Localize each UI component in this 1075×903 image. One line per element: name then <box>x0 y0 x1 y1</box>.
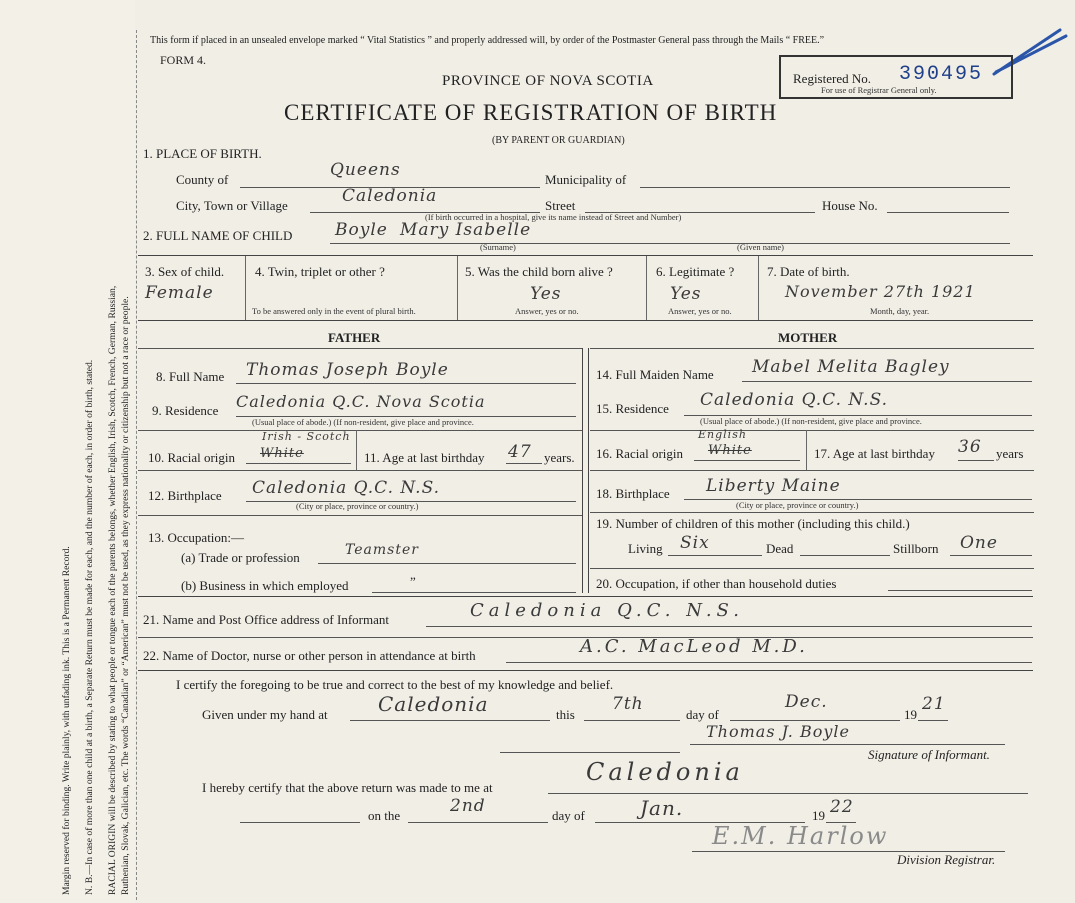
father-business-value: ” <box>410 574 416 589</box>
father-business-line <box>372 592 576 593</box>
dead-line <box>800 555 890 556</box>
father-birthplace-note: (City or place, province or country.) <box>296 501 419 511</box>
stillborn-label: Stillborn <box>893 541 939 556</box>
county-value: Queens <box>330 160 401 180</box>
registrar-note: For use of Registrar General only. <box>821 85 937 95</box>
registrar-year-value: 22 <box>830 797 854 817</box>
alive-note: Answer, yes or no. <box>515 306 579 316</box>
mother-children-label: 19. Number of children of this mother (including this child.) <box>596 516 910 531</box>
mother-birthplace-label: 18. Birthplace <box>596 486 670 501</box>
mother-birthplace-value: Liberty Maine <box>706 476 841 496</box>
postal-notice: This form if placed in an unsealed envelope marked “ Vital Statistics ” and properly addressed will, by order of the Postmaster General pass through the Mails “ FREE.” <box>150 35 825 46</box>
father-business-label: (b) Business in which employed <box>181 578 349 593</box>
parents-divider-b <box>588 348 589 593</box>
registrar-month-value: Jan. <box>640 796 684 820</box>
twin-note: To be answered only in the event of plural birth. <box>252 306 416 316</box>
registrar-signature-label: Division Registrar. <box>897 852 996 867</box>
on-the-label: on the <box>368 808 401 823</box>
father-trade-label: (a) Trade or profession <box>181 550 300 565</box>
mother-rule <box>590 348 1034 349</box>
margin-divider <box>136 30 137 900</box>
mother-birthplace-note: (City or place, province or country.) <box>736 500 859 510</box>
place-of-birth-label: 1. PLACE OF BIRTH. <box>143 146 262 161</box>
mother-age-line <box>958 460 994 461</box>
date-value: November 27th 1921 <box>785 282 976 301</box>
child-name-label: 2. FULL NAME OF CHILD <box>143 228 293 243</box>
registrar-dayof-label: day of <box>552 808 585 823</box>
divider <box>806 430 807 470</box>
mother-name-label: 14. Full Maiden Name <box>596 367 714 382</box>
father-trade-value: Teamster <box>345 542 419 558</box>
child-given-name: Mary Isabelle <box>400 220 532 240</box>
registered-number: 390495 <box>899 63 984 86</box>
mother-name-line <box>742 381 1032 382</box>
mother-residence-label: 15. Residence <box>596 401 669 416</box>
given-month-line <box>730 720 900 721</box>
father-residence-value: Caledonia Q.C. Nova Scotia <box>236 392 486 411</box>
margin-note-2: N. B.—In case of more than one child at a birth, a Separate Return must be made for each, and the number of each, in order of birth, stated. <box>84 359 95 895</box>
father-heading: FATHER <box>328 330 381 345</box>
father-racial-label: 10. Racial origin <box>148 450 236 465</box>
mother-residence-value: Caledonia Q.C. N.S. <box>700 390 889 410</box>
given-place-line <box>350 720 550 721</box>
mother-age-label: 17. Age at last birthday <box>814 446 935 461</box>
dead-label: Dead <box>766 541 794 556</box>
legitimate-note: Answer, yes or no. <box>668 306 732 316</box>
alive-value: Yes <box>530 284 562 304</box>
informant-signature-label: Signature of Informant. <box>868 747 990 762</box>
alive-label: 5. Was the child born alive ? <box>465 264 613 279</box>
rule <box>590 470 1034 471</box>
father-trade-line <box>318 563 576 564</box>
municipality-label: Municipality of <box>545 172 627 187</box>
margin-note-1: Margin reserved for binding. Write plainly, with unfading ink. This is a Permanent Record. <box>61 546 72 895</box>
mother-residence-note: (Usual place of abode.) (If non-resident, give place and province. <box>700 416 922 426</box>
mother-racial-line <box>694 460 800 461</box>
binding-margin <box>0 0 135 903</box>
mother-occupation-line <box>888 590 1032 591</box>
father-name-line <box>236 383 576 384</box>
father-racial-line <box>246 463 351 464</box>
hospital-note: (If birth occurred in a hospital, give its name instead of Street and Number) <box>425 212 682 222</box>
father-residence-label: 9. Residence <box>152 403 219 418</box>
mother-heading: MOTHER <box>778 330 838 345</box>
father-age-value: 47 <box>508 442 532 462</box>
registrar-day-value: 2nd <box>450 796 486 816</box>
stillborn-line <box>950 555 1032 556</box>
divider <box>356 430 357 470</box>
rule <box>590 512 1034 513</box>
mother-racial-value: English <box>698 428 747 441</box>
informant-signature: Thomas J. Boyle <box>706 722 850 741</box>
parents-divider-a <box>582 348 583 593</box>
mother-racial-struck: White <box>708 443 752 458</box>
given-caption: (Given name) <box>737 242 784 252</box>
given-day-line <box>584 720 680 721</box>
municipality-line <box>640 187 1010 188</box>
father-birthplace-label: 12. Birthplace <box>148 488 222 503</box>
sex-value: Female <box>145 283 214 303</box>
surname-caption: (Surname) <box>480 242 516 252</box>
informant-signature-line <box>690 744 1005 745</box>
divider <box>758 256 759 320</box>
father-residence-note: (Usual place of abode.) (If non-resident, give place and province. <box>252 417 474 427</box>
given-year-value: 21 <box>922 694 946 714</box>
registration-box <box>779 55 1013 99</box>
city-value: Caledonia <box>342 186 438 206</box>
given-day-value: 7th <box>612 694 644 714</box>
father-occupation-label: 13. Occupation:— <box>148 530 245 545</box>
province-heading: PROVINCE OF NOVA SCOTIA <box>442 73 654 89</box>
divider <box>646 256 647 320</box>
living-line <box>668 555 762 556</box>
margin-note-4: Ruthenian, Slovak, Galician, etc. The words “Canadian” or “American” must not be used, as they express nationality or citizenship but not a race or people. <box>120 296 131 895</box>
mother-racial-label: 16. Racial origin <box>596 446 684 461</box>
living-label: Living <box>628 541 663 556</box>
given-under-label: Given under my hand at <box>202 707 328 722</box>
page-title: CERTIFICATE OF REGISTRATION OF BIRTH <box>284 100 778 125</box>
certify-statement: I certify the foregoing to be true and correct to the best of my knowledge and belief. <box>176 677 614 692</box>
rule <box>138 670 1033 671</box>
registrar-year-prefix: 19 <box>812 808 825 823</box>
rule <box>138 596 1033 597</box>
divider <box>457 256 458 320</box>
registrar-place-line <box>548 793 1028 794</box>
row-bottom-rule <box>138 320 1033 321</box>
rule <box>138 515 582 516</box>
registrar-statement: I hereby certify that the above return was made to me at <box>202 780 493 795</box>
margin-note-3: RACIAL ORIGIN will be described by stating to what people or tongue each of the parents belongs, whether English, Irish, Scotch, French, German, Russian, <box>107 285 118 895</box>
registrar-place-value: Caledonia <box>586 758 744 786</box>
city-label: City, Town or Village <box>176 198 288 213</box>
given-dayof-label: day of <box>686 707 719 722</box>
father-age-unit: years. <box>544 450 575 465</box>
given-place-value: Caledonia <box>378 692 489 716</box>
father-name-value: Thomas Joseph Boyle <box>246 360 449 380</box>
registered-label: Registered No. <box>793 71 871 86</box>
date-label: 7. Date of birth. <box>767 264 850 279</box>
mother-age-value: 36 <box>958 437 982 457</box>
doctor-line <box>506 662 1032 663</box>
informant-label: 21. Name and Post Office address of Informant <box>143 612 389 627</box>
mother-occupation-label: 20. Occupation, if other than household duties <box>596 576 837 591</box>
father-name-label: 8. Full Name <box>156 369 225 384</box>
child-surname: Boyle <box>335 220 388 240</box>
rule <box>240 822 360 823</box>
legitimate-label: 6. Legitimate ? <box>656 264 735 279</box>
house-line <box>887 212 1009 213</box>
row-top-rule <box>138 255 1033 256</box>
date-note: Month, day, year. <box>870 306 930 316</box>
divider <box>245 256 246 320</box>
rule <box>500 752 680 753</box>
rule <box>138 470 582 471</box>
rule <box>590 430 1034 431</box>
form-number: FORM 4. <box>160 53 207 67</box>
father-birthplace-value: Caledonia Q.C. N.S. <box>252 478 441 498</box>
father-rule <box>138 348 582 349</box>
given-year-prefix: 19 <box>904 707 917 722</box>
twin-label: 4. Twin, triplet or other ? <box>255 264 385 279</box>
stillborn-value: One <box>960 533 998 553</box>
informant-line <box>426 626 1032 627</box>
mother-age-unit: years <box>996 446 1024 461</box>
living-value: Six <box>680 533 710 553</box>
given-month-value: Dec. <box>785 692 828 712</box>
rule <box>138 430 582 431</box>
father-racial-struck: White <box>260 446 304 461</box>
informant-value: Caledonia Q.C. N.S. <box>470 600 744 621</box>
registrar-day-line <box>408 822 548 823</box>
county-label: County of <box>176 172 229 187</box>
father-age-line <box>506 463 542 464</box>
father-racial-value: Irish - Scotch <box>262 430 351 443</box>
legitimate-value: Yes <box>670 284 702 304</box>
child-name-line <box>330 243 1010 244</box>
subtitle: (BY PARENT OR GUARDIAN) <box>492 135 625 146</box>
mother-name-value: Mabel Melita Bagley <box>752 357 950 377</box>
street-label: Street <box>545 198 576 213</box>
doctor-label: 22. Name of Doctor, nurse or other person in attendance at birth <box>143 648 476 663</box>
rule <box>590 568 1034 569</box>
doctor-value: A.C. MacLeod M.D. <box>580 636 808 657</box>
father-age-label: 11. Age at last birthday <box>364 450 485 465</box>
sex-label: 3. Sex of child. <box>145 264 225 279</box>
given-year-line <box>918 720 948 721</box>
this-label: this <box>556 707 575 722</box>
registrar-signature: E.M. Harlow <box>712 822 889 850</box>
house-label: House No. <box>822 198 878 213</box>
